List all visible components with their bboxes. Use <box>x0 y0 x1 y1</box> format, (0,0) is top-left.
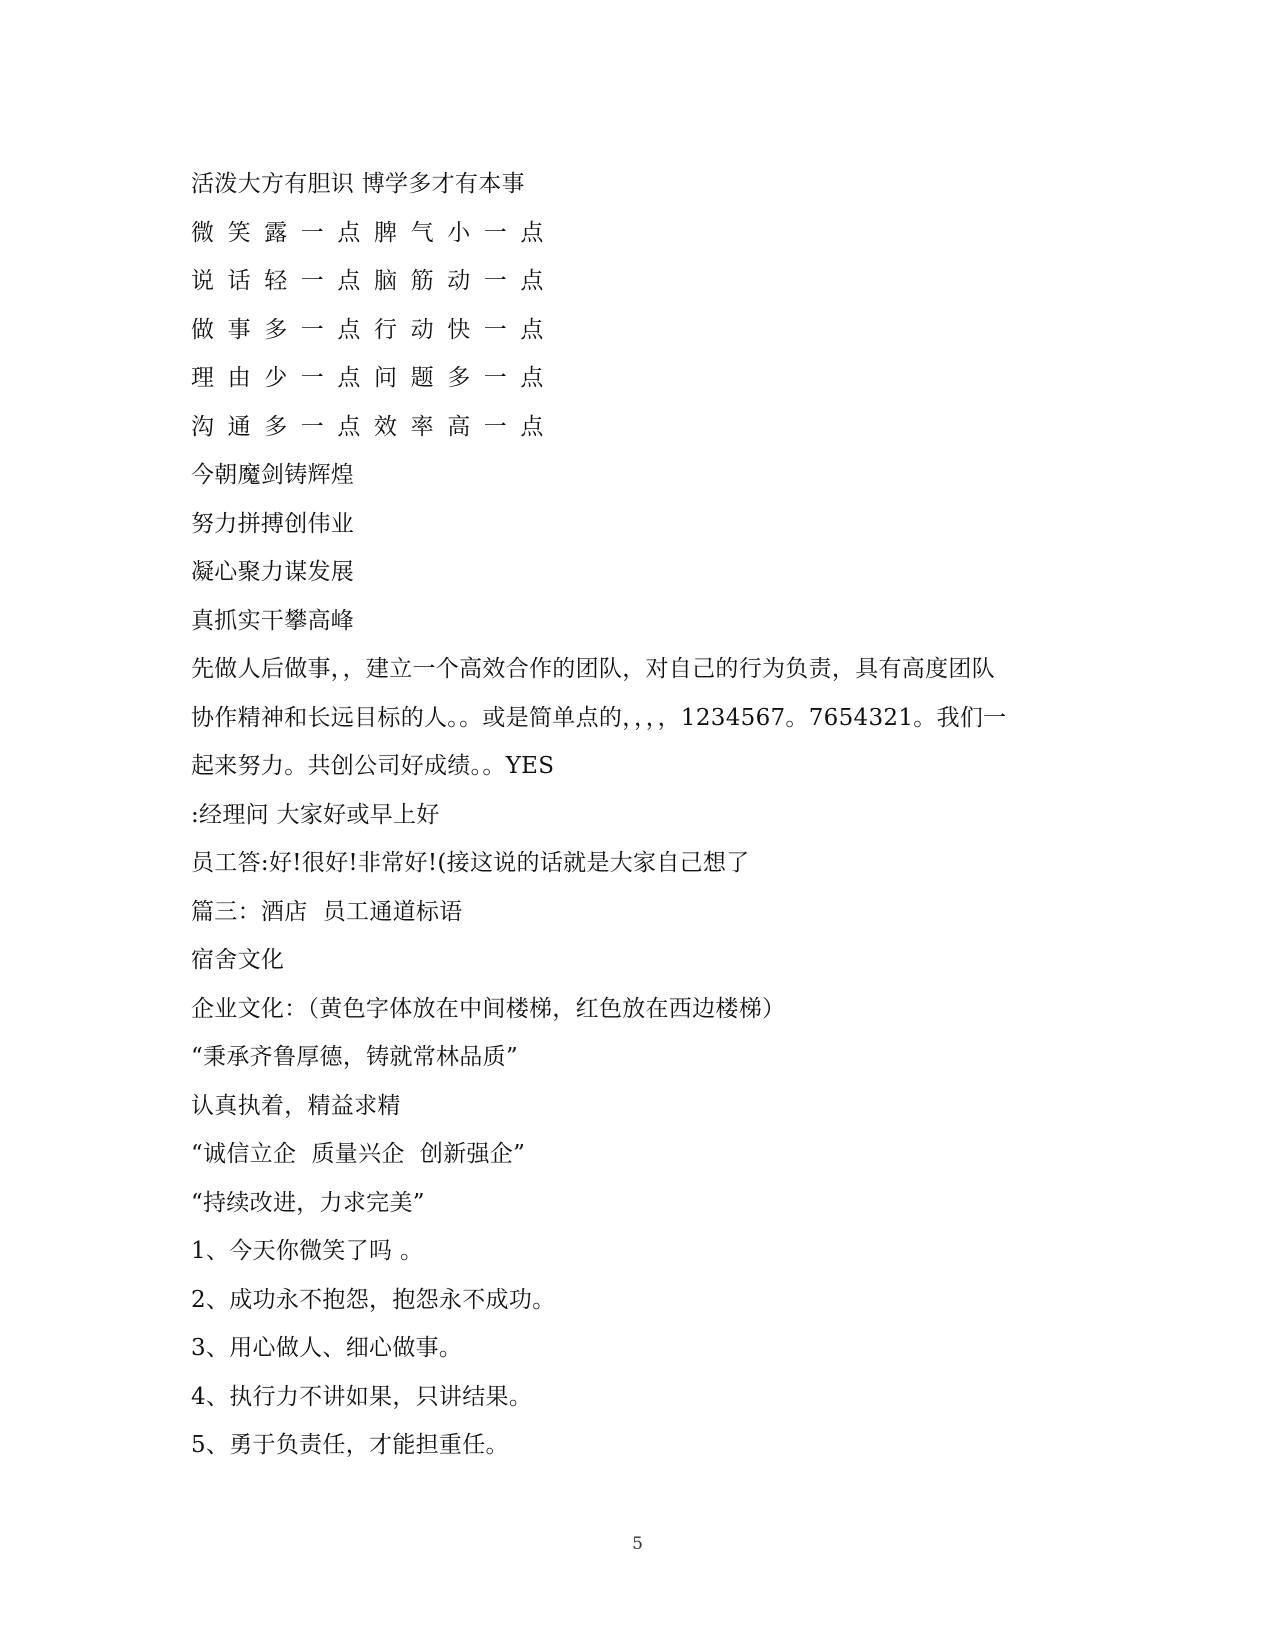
document-body <box>191 160 1071 1470</box>
text-line: 今朝魔剑铸辉煌 <box>191 462 355 488</box>
text-line: 起来努力。共创公司好成绩。。YES <box>191 753 555 779</box>
text-line: “持续改进，力求完美” <box>191 1189 425 1216</box>
text-line: “秉承齐鲁厚德，铸就常林品质” <box>191 1044 519 1070</box>
text-line: 宿舍文化 <box>191 947 285 973</box>
text-line: 认真执着，精益求精 <box>191 1092 401 1119</box>
text-line: 说话轻一点脑筋动一点 <box>191 268 557 294</box>
text-line: “诚信立企 质量兴企 创新强企” <box>191 1141 526 1167</box>
text-line: 理由少一点问题多一点 <box>191 365 557 391</box>
text-line: 努力拼搏创伟业 <box>191 510 355 537</box>
text-line: 凝心聚力谋发展 <box>191 559 355 585</box>
text-line: 活泼大方有胆识 博学多才有本事 <box>191 171 525 197</box>
page-number: 5 <box>632 1534 643 1554</box>
text-line: 微笑露一点脾气小一点 <box>191 219 557 246</box>
list-item: 4、执行力不讲如果，只讲结果。 <box>191 1383 533 1410</box>
text-line: 先做人后做事，，建立一个高效合作的团队，对自己的行为负责，具有高度团队 <box>191 656 995 682</box>
list-item: 5、勇于负责任，才能担重任。 <box>191 1432 509 1458</box>
text-line: 员工答:好!很好!非常好!(接这说的话就是大家自己想了 <box>191 850 750 876</box>
text-line: 做事多一点行动快一点 <box>191 316 557 343</box>
text-line: :经理问 大家好或早上好 <box>191 801 440 828</box>
text-line: 协作精神和长远目标的人。。或是简单点的，，，，1234567。7654321。我们一 <box>191 704 1007 731</box>
text-line: 企业文化：（黄色字体放在中间楼梯，红色放在西边楼梯） <box>191 995 786 1022</box>
section-heading: 篇三：酒店 员工通道标语 <box>191 898 463 925</box>
list-item: 3、用心做人、细心做事。 <box>191 1335 463 1361</box>
text-line: 沟通多一点效率高一点 <box>191 413 557 440</box>
list-item: 1、今天你微笑了吗 。 <box>191 1238 424 1264</box>
text-line: 真抓实干攀高峰 <box>191 607 355 634</box>
list-item: 2、成功永不抱怨，抱怨永不成功。 <box>191 1286 556 1313</box>
